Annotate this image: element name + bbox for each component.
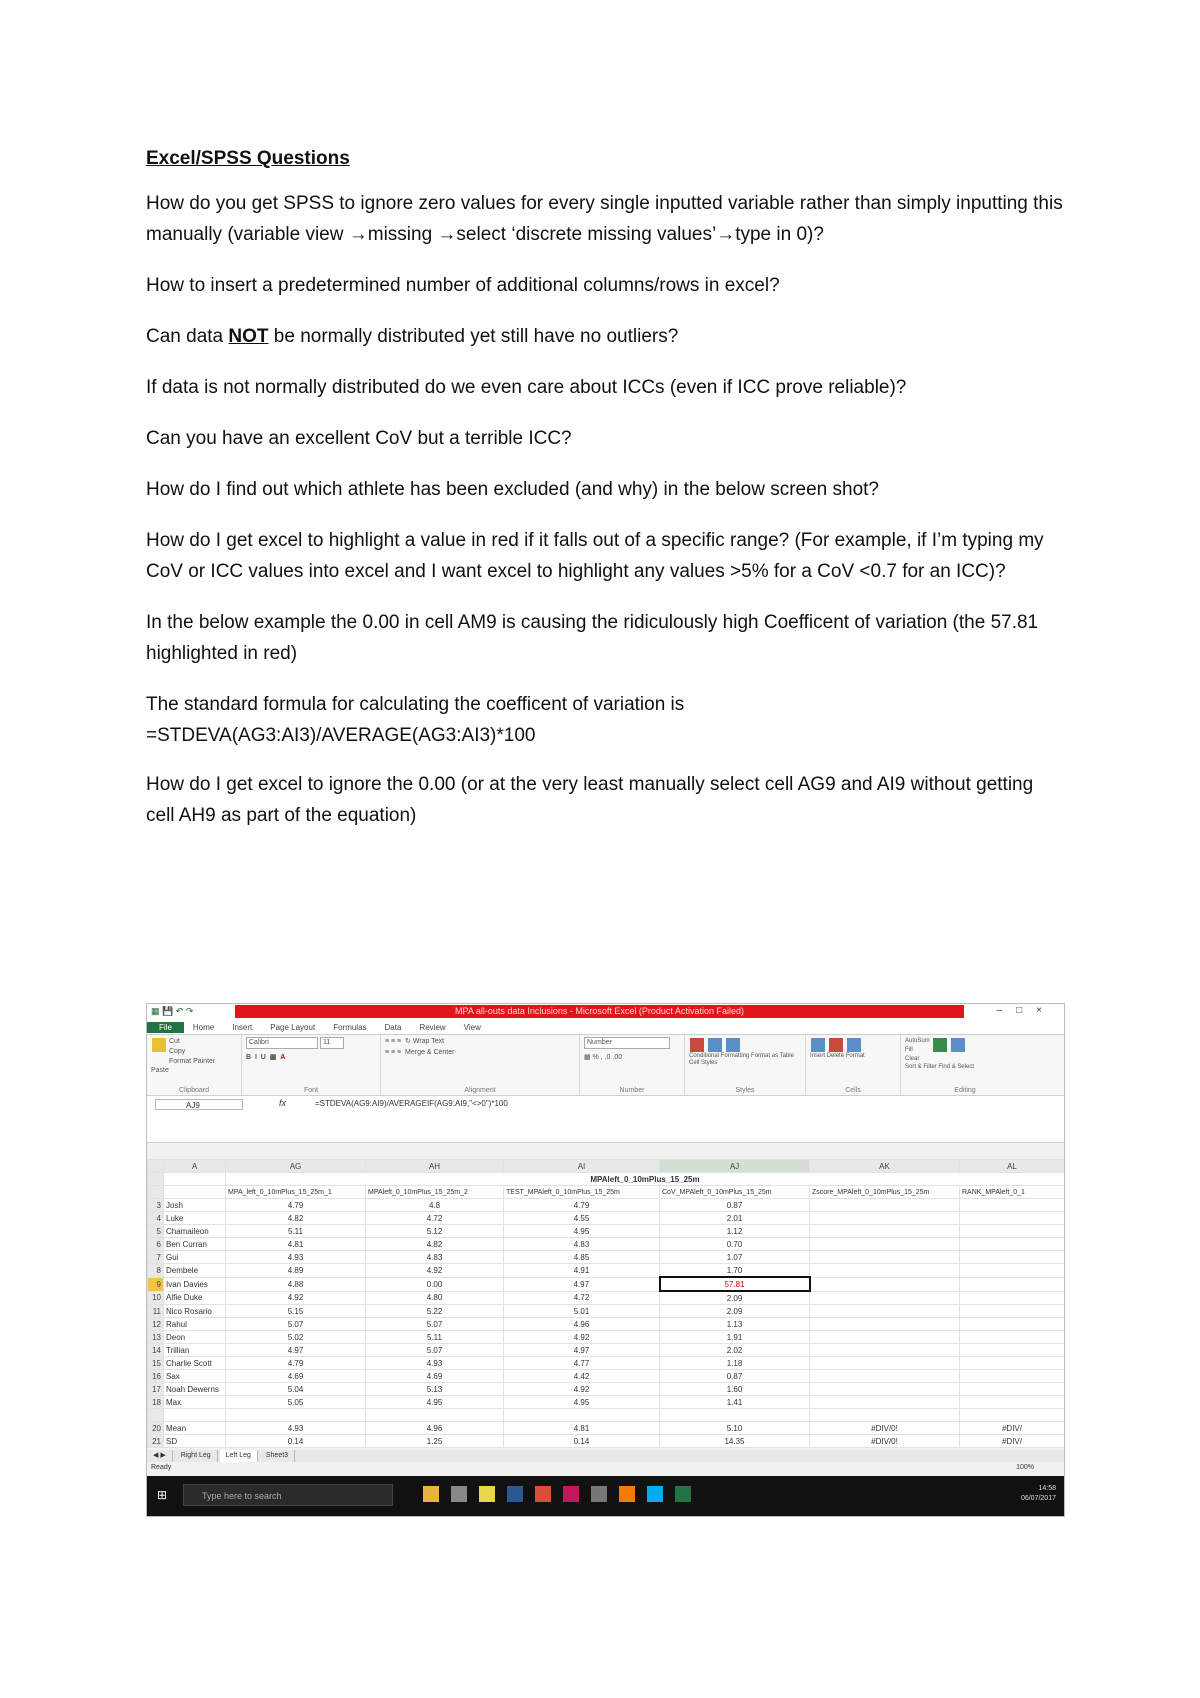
row-header[interactable]: 17 <box>148 1383 164 1396</box>
document-body <box>146 146 1066 851</box>
format-painter-button[interactable]: Format Painter <box>168 1058 216 1065</box>
row-header[interactable]: 4 <box>148 1212 164 1225</box>
table-row <box>148 1435 1065 1448</box>
value-cell[interactable]: 4.42 <box>504 1370 660 1383</box>
empty-cell[interactable] <box>810 1344 960 1357</box>
value-cell[interactable]: 4.81 <box>226 1238 366 1251</box>
value-cell[interactable]: 4.72 <box>504 1291 660 1305</box>
empty-cell[interactable] <box>960 1305 1065 1318</box>
value-cell[interactable]: 1.13 <box>660 1318 810 1331</box>
fill-button[interactable]: Fill <box>905 1047 913 1053</box>
value-cell[interactable]: #DIV/0! <box>810 1435 960 1448</box>
empty-cell[interactable] <box>960 1383 1065 1396</box>
empty-cell[interactable] <box>810 1251 960 1264</box>
value-cell[interactable]: 4.82 <box>366 1238 504 1251</box>
value-cell[interactable]: 4.69 <box>366 1370 504 1383</box>
athlete-name-cell[interactable]: Mean <box>164 1422 226 1435</box>
table-row <box>148 1331 1065 1344</box>
value-cell[interactable]: 5.11 <box>366 1331 504 1344</box>
find-select-icon[interactable] <box>951 1038 965 1052</box>
quick-access-icon[interactable]: ▦ 💾 ↶ ↷ <box>151 1006 194 1016</box>
value-cell[interactable]: 2.01 <box>660 1212 810 1225</box>
alignment-caption: Alignment <box>464 1087 496 1094</box>
table-row <box>148 1277 1065 1291</box>
name-box[interactable]: AJ9 <box>155 1099 243 1110</box>
cut-button[interactable]: Cut <box>168 1038 180 1045</box>
empty-cell[interactable] <box>810 1409 960 1422</box>
number-group <box>580 1035 685 1095</box>
clock-time: 14:58 <box>1038 1485 1056 1492</box>
value-cell[interactable]: 4.91 <box>504 1264 660 1278</box>
value-cell[interactable]: 4.93 <box>366 1357 504 1370</box>
value-cell[interactable]: 1.07 <box>660 1251 810 1264</box>
value-cell[interactable]: 5.05 <box>226 1396 366 1409</box>
value-cell[interactable]: 4.55 <box>504 1212 660 1225</box>
row-header[interactable]: 8 <box>148 1264 164 1278</box>
row-header[interactable]: 12 <box>148 1318 164 1331</box>
empty-cell[interactable] <box>960 1212 1065 1225</box>
table-row <box>148 1396 1065 1409</box>
empty-cell[interactable] <box>960 1238 1065 1251</box>
value-cell[interactable]: 4.88 <box>226 1277 366 1291</box>
skype-icon[interactable] <box>647 1486 663 1502</box>
value-cell[interactable]: 1.25 <box>366 1435 504 1448</box>
app-icon[interactable] <box>563 1486 579 1502</box>
value-cell[interactable]: 14.35 <box>660 1435 810 1448</box>
row-header[interactable]: 20 <box>148 1422 164 1435</box>
athlete-name-cell[interactable]: Ben Curran <box>164 1238 226 1251</box>
excel-titlebar <box>147 1004 1064 1020</box>
zoom-level[interactable]: 100% <box>1016 1464 1034 1471</box>
column-header[interactable]: AK <box>810 1160 960 1173</box>
format-cells-icon[interactable] <box>847 1038 861 1052</box>
column-header[interactable]: AG <box>226 1160 366 1173</box>
empty-cell[interactable] <box>810 1357 960 1370</box>
align-icon[interactable]: ≡ ≡ ≡ ↻ Wrap Text <box>385 1038 445 1045</box>
empty-cell[interactable] <box>810 1212 960 1225</box>
athlete-name-cell[interactable]: Deon <box>164 1331 226 1344</box>
column-header[interactable]: A <box>164 1160 226 1173</box>
clear-button[interactable]: Clear <box>905 1056 920 1062</box>
question-cov-icc: Can you have an excellent CoV but a terrible ICC? <box>146 428 572 449</box>
value-cell[interactable]: 4.93 <box>226 1422 366 1435</box>
question-ignore-zero: How do I get excel to ignore the 0.00 (or at the very least manually select cell AG9 and AI9 without getting cell AH9 as part of the equation) <box>146 774 1034 826</box>
value-cell[interactable]: 5.13 <box>366 1383 504 1396</box>
value-cell[interactable]: 0.70 <box>660 1238 810 1251</box>
value-cell[interactable]: 4.83 <box>504 1238 660 1251</box>
tab-file[interactable]: File <box>147 1022 184 1033</box>
value-cell[interactable]: 4.8 <box>366 1199 504 1212</box>
empty-cell[interactable] <box>960 1331 1065 1344</box>
insert-cells-icon[interactable] <box>811 1038 825 1052</box>
value-cell[interactable]: 4.89 <box>226 1264 366 1278</box>
table-row <box>148 1409 1065 1422</box>
header-cell[interactable]: TEST_MPAleft_0_10mPlus_15_25m <box>504 1186 660 1199</box>
font-size-select[interactable]: 11 <box>320 1037 344 1049</box>
value-cell[interactable]: 4.83 <box>366 1251 504 1264</box>
table-row <box>148 1305 1065 1318</box>
table-row <box>148 1422 1065 1435</box>
value-cell[interactable]: 2.02 <box>660 1344 810 1357</box>
formula-bar <box>147 1096 1064 1143</box>
table-row <box>148 1357 1065 1370</box>
format-table-icon[interactable] <box>708 1038 722 1052</box>
value-cell[interactable]: 0.87 <box>660 1370 810 1383</box>
window-title: MPA all-outs data Inclusions - Microsoft Excel (Product Activation Failed) <box>235 1005 964 1018</box>
sheet-nav-icon[interactable]: ◀ ▶ <box>147 1450 173 1462</box>
word-icon[interactable] <box>507 1486 523 1502</box>
row-header[interactable]: 5 <box>148 1225 164 1238</box>
table-row <box>148 1225 1065 1238</box>
firefox-icon[interactable] <box>619 1486 635 1502</box>
file-explorer-icon[interactable] <box>423 1486 439 1502</box>
value-cell[interactable]: 4.93 <box>226 1251 366 1264</box>
row-header[interactable]: 13 <box>148 1331 164 1344</box>
table-row <box>148 1318 1065 1331</box>
value-cell[interactable]: 1.91 <box>660 1331 810 1344</box>
athlete-name-cell[interactable]: Ivan Davies <box>164 1277 226 1291</box>
row-header[interactable] <box>148 1173 164 1186</box>
sticky-notes-icon[interactable] <box>479 1486 495 1502</box>
table-row <box>148 1291 1065 1305</box>
value-cell[interactable]: 4.92 <box>504 1383 660 1396</box>
value-cell[interactable]: 5.02 <box>226 1331 366 1344</box>
empty-cell[interactable] <box>660 1409 810 1422</box>
header-cell[interactable]: RANK_MPAleft_0_1 <box>960 1186 1065 1199</box>
corner-cell[interactable] <box>148 1160 164 1173</box>
empty-cell[interactable] <box>960 1199 1065 1212</box>
editing-caption: Editing <box>954 1087 976 1094</box>
value-cell[interactable]: 5.07 <box>366 1344 504 1357</box>
empty-cell[interactable] <box>960 1277 1065 1291</box>
value-cell[interactable]: #DIV/ <box>960 1435 1065 1448</box>
value-cell[interactable]: 4.72 <box>366 1212 504 1225</box>
value-cell[interactable]: 5.10 <box>660 1422 810 1435</box>
value-cell[interactable]: #DIV/ <box>960 1422 1065 1435</box>
value-cell[interactable]: 5.07 <box>226 1318 366 1331</box>
sheet-tab[interactable]: Right Leg <box>175 1450 218 1462</box>
alignment-group: ≡ ≡ ≡ ↻ Wrap Text ≡ ≡ ≡ Merge & Center Alignment <box>381 1035 580 1095</box>
document-heading: Excel/SPSS Questions <box>146 148 350 169</box>
question-cell-am9: In the below example the 0.00 in cell AM9 is causing the ridiculously high Coefficent of variation (the 57.81 highlighted in red) <box>146 612 1039 664</box>
question-excluded-athlete: How do I find out which athlete has been excluded (and why) in the below screen shot? <box>146 479 880 500</box>
question-normal-distribution: Can data NOT be normally distributed yet still have no outliers? <box>146 326 679 347</box>
athlete-name-cell[interactable]: Josh <box>164 1199 226 1212</box>
wrap-text-button[interactable]: Wrap Text <box>412 1038 445 1045</box>
row-header[interactable] <box>148 1409 164 1422</box>
empty-cell[interactable] <box>960 1344 1065 1357</box>
value-cell[interactable]: 4.92 <box>366 1264 504 1278</box>
system-tray[interactable] <box>1021 1484 1056 1504</box>
empty-cell[interactable] <box>960 1264 1065 1278</box>
question-formula: The standard formula for calculating the coefficent of variation is =STDEVA(AG3:AI3)/AVERAGE(AG3:AI3)*100 <box>146 694 685 746</box>
value-cell[interactable]: 4.95 <box>504 1225 660 1238</box>
table-row <box>148 1251 1065 1264</box>
value-cell[interactable]: 4.79 <box>226 1199 366 1212</box>
emphasis-not: NOT <box>228 326 269 347</box>
font-group <box>242 1035 381 1095</box>
athlete-name-cell[interactable]: Max <box>164 1396 226 1409</box>
row-header[interactable]: 21 <box>148 1435 164 1448</box>
windows-taskbar <box>147 1476 1064 1516</box>
clipboard-group <box>147 1035 242 1095</box>
sheet-tab-active[interactable]: Left Leg <box>220 1450 258 1462</box>
tab-view[interactable]: View <box>463 1022 481 1032</box>
tab-home[interactable]: Home <box>192 1022 215 1032</box>
athlete-name-cell[interactable]: Trillian <box>164 1344 226 1357</box>
value-cell[interactable]: 4.92 <box>226 1291 366 1305</box>
excel-icon[interactable] <box>675 1486 691 1502</box>
formula-input[interactable]: =STDEVA(AG9:AI9)/AVERAGEIF(AG9:AI9,"<>0")*100 <box>315 1099 508 1108</box>
empty-cell[interactable] <box>810 1370 960 1383</box>
value-cell[interactable]: 2.09 <box>660 1291 810 1305</box>
status-bar <box>147 1462 1064 1474</box>
autosum-button[interactable]: AutoSum <box>905 1038 930 1044</box>
value-cell[interactable]: 1.41 <box>660 1396 810 1409</box>
taskbar-apps <box>417 1486 697 1504</box>
empty-cell[interactable] <box>810 1291 960 1305</box>
delete-cells-icon[interactable] <box>829 1038 843 1052</box>
empty-cell[interactable] <box>810 1331 960 1344</box>
header-cell[interactable]: Zscore_MPAleft_0_10mPlus_15_25m <box>810 1186 960 1199</box>
number-caption: Number <box>619 1087 645 1094</box>
athlete-name-cell[interactable]: Chamaileon <box>164 1225 226 1238</box>
athlete-name-cell[interactable]: Gui <box>164 1251 226 1264</box>
row-header[interactable]: 6 <box>148 1238 164 1251</box>
question-highlight-red: How do I get excel to highlight a value in red if it falls out of a specific range? (For example, if I’m typing my CoV or ICC values into excel and I want excel to highlight any values >5% for a CoV <0.7 for an ICC)? <box>146 530 1044 582</box>
empty-cell[interactable] <box>960 1225 1065 1238</box>
value-cell[interactable]: 1.60 <box>660 1383 810 1396</box>
selected-cell-cov[interactable]: 57.81 <box>660 1277 810 1291</box>
value-cell[interactable]: 4.85 <box>504 1251 660 1264</box>
value-cell[interactable]: 4.79 <box>504 1199 660 1212</box>
tab-review[interactable]: Review <box>419 1022 446 1032</box>
row-header[interactable] <box>148 1186 164 1199</box>
tab-insert[interactable]: Insert <box>232 1022 253 1032</box>
empty-cell[interactable] <box>810 1264 960 1278</box>
empty-cell[interactable] <box>960 1291 1065 1305</box>
column-header[interactable]: AJ <box>660 1160 810 1173</box>
tab-formulas[interactable]: Formulas <box>333 1022 367 1032</box>
editing-group: AutoSum Fill Clear Sort & Filter Find & Select Editing <box>901 1035 1029 1095</box>
status-text: Ready <box>151 1464 172 1471</box>
sheet-tabs <box>147 1450 1064 1462</box>
table-row <box>148 1344 1065 1357</box>
value-cell[interactable]: 4.69 <box>226 1370 366 1383</box>
paste-icon[interactable] <box>152 1038 166 1052</box>
empty-cell[interactable] <box>810 1277 960 1291</box>
athlete-name-cell[interactable]: Dembele <box>164 1264 226 1278</box>
value-cell[interactable]: 4.97 <box>504 1344 660 1357</box>
row-header[interactable]: 18 <box>148 1396 164 1409</box>
empty-cell[interactable] <box>366 1409 504 1422</box>
value-cell[interactable]: 5.07 <box>366 1318 504 1331</box>
value-cell[interactable]: 1.18 <box>660 1357 810 1370</box>
conditional-formatting-icon[interactable] <box>690 1038 704 1052</box>
header-cell[interactable]: CoV_MPAleft_0_10mPlus_15_25m <box>660 1186 810 1199</box>
value-cell[interactable]: 4.96 <box>366 1422 504 1435</box>
empty-cell[interactable] <box>810 1225 960 1238</box>
empty-cell[interactable] <box>164 1409 226 1422</box>
app-icon[interactable] <box>591 1486 607 1502</box>
empty-cell[interactable] <box>960 1370 1065 1383</box>
clipboard-caption: Clipboard <box>179 1087 209 1094</box>
ribbon-tabs <box>147 1020 1064 1035</box>
athlete-name-cell[interactable]: Noah Dewerns <box>164 1383 226 1396</box>
athlete-name-cell[interactable]: Luke <box>164 1212 226 1225</box>
sort-filter-icon[interactable] <box>933 1038 947 1052</box>
value-cell[interactable]: 4.97 <box>504 1277 660 1291</box>
athlete-name-cell[interactable]: Nico Rosario <box>164 1305 226 1318</box>
merge-center-button[interactable]: Merge & Center <box>405 1049 455 1056</box>
tab-page-layout[interactable]: Page Layout <box>270 1022 316 1032</box>
font-style-icon[interactable]: B I U ▦ A <box>246 1054 286 1061</box>
windows-start-icon[interactable]: ⊞ <box>157 1488 168 1502</box>
table-row <box>148 1370 1065 1383</box>
merged-header-cell[interactable]: MPAleft_0_10mPlus_15_25m <box>226 1173 1065 1186</box>
cell-styles-icon[interactable] <box>726 1038 740 1052</box>
column-header[interactable]: AH <box>366 1160 504 1173</box>
value-cell[interactable]: #DIV/0! <box>810 1422 960 1435</box>
excel-screenshot <box>146 1003 1065 1517</box>
table-row <box>148 1199 1065 1212</box>
value-cell[interactable]: 4.95 <box>504 1396 660 1409</box>
paste-label: Paste <box>151 1067 169 1074</box>
athlete-name-cell[interactable]: Charlie Scott <box>164 1357 226 1370</box>
athlete-name-cell[interactable]: SD <box>164 1435 226 1448</box>
row-header[interactable]: 11 <box>148 1305 164 1318</box>
empty-cell[interactable] <box>810 1383 960 1396</box>
athlete-name-cell[interactable]: Sax <box>164 1370 226 1383</box>
row-header[interactable]: 16 <box>148 1370 164 1383</box>
row-header[interactable]: 10 <box>148 1291 164 1305</box>
value-cell[interactable]: 5.01 <box>504 1305 660 1318</box>
number-format-select[interactable]: Number <box>584 1037 670 1049</box>
value-cell[interactable]: 4.96 <box>504 1318 660 1331</box>
font-name-select[interactable]: Calibri <box>246 1037 318 1049</box>
value-cell[interactable]: 5.22 <box>366 1305 504 1318</box>
spreadsheet-grid <box>147 1159 1065 1448</box>
athlete-name-cell[interactable]: Rahul <box>164 1318 226 1331</box>
column-header[interactable]: AL <box>960 1160 1065 1173</box>
clock-date: 06/07/2017 <box>1020 1495 1056 1502</box>
row-header[interactable]: 7 <box>148 1251 164 1264</box>
table-row <box>148 1383 1065 1396</box>
font-caption: Font <box>303 1087 318 1094</box>
value-cell[interactable]: 4.81 <box>504 1422 660 1435</box>
value-cell[interactable]: 5.12 <box>366 1225 504 1238</box>
value-cell[interactable]: 1.12 <box>660 1225 810 1238</box>
empty-cell[interactable] <box>810 1318 960 1331</box>
number-format-icon[interactable]: ▦ % , .0 .00 <box>584 1054 623 1061</box>
sheet-tab[interactable]: Sheet3 <box>260 1450 295 1462</box>
ribbon <box>147 1035 1064 1096</box>
styles-caption: Styles <box>735 1087 755 1094</box>
empty-cell[interactable] <box>960 1251 1065 1264</box>
value-cell[interactable]: 4.77 <box>504 1357 660 1370</box>
value-cell[interactable]: 4.95 <box>366 1396 504 1409</box>
empty-cell[interactable] <box>226 1409 366 1422</box>
fx-icon[interactable]: fx <box>279 1098 287 1108</box>
cells-group: Insert Delete Format Cells <box>806 1035 901 1095</box>
value-cell[interactable]: 4.92 <box>504 1331 660 1344</box>
empty-cell[interactable] <box>504 1409 660 1422</box>
column-header[interactable]: AI <box>504 1160 660 1173</box>
value-cell[interactable]: 0.14 <box>504 1435 660 1448</box>
styles-group: Conditional Formatting Format as Table Cell Styles Styles <box>685 1035 806 1095</box>
table-row <box>148 1212 1065 1225</box>
empty-cell[interactable] <box>810 1305 960 1318</box>
value-cell[interactable]: 5.15 <box>226 1305 366 1318</box>
tab-data[interactable]: Data <box>384 1022 402 1032</box>
chrome-icon[interactable] <box>535 1486 551 1502</box>
value-cell[interactable]: 4.97 <box>226 1344 366 1357</box>
question-insert-columns: How to insert a predetermined number of additional columns/rows in excel? <box>146 275 780 296</box>
empty-cell[interactable] <box>810 1396 960 1409</box>
copy-button[interactable]: Copy <box>168 1048 186 1055</box>
value-cell[interactable]: 5.04 <box>226 1383 366 1396</box>
empty-cell[interactable] <box>960 1409 1065 1422</box>
value-cell[interactable]: 0.00 <box>366 1277 504 1291</box>
value-cell[interactable]: 0.14 <box>226 1435 366 1448</box>
value-cell[interactable]: 5.11 <box>226 1225 366 1238</box>
cells-caption: Cells <box>845 1087 861 1094</box>
athlete-name-cell[interactable]: Alfie Duke <box>164 1291 226 1305</box>
table-row <box>148 1238 1065 1251</box>
header-cell[interactable]: MPA_left_0_10mPlus_15_25m_1 <box>226 1186 366 1199</box>
empty-cell[interactable] <box>960 1357 1065 1370</box>
value-cell[interactable]: 4.79 <box>226 1357 366 1370</box>
value-cell[interactable]: 1.70 <box>660 1264 810 1278</box>
value-cell[interactable]: 4.80 <box>366 1291 504 1305</box>
empty-cell[interactable] <box>960 1318 1065 1331</box>
empty-cell[interactable] <box>960 1396 1065 1409</box>
table-row <box>148 1264 1065 1278</box>
row-header[interactable]: 15 <box>148 1357 164 1370</box>
empty-cell[interactable] <box>810 1199 960 1212</box>
value-cell[interactable]: 0.87 <box>660 1199 810 1212</box>
taskbar-search[interactable]: Type here to search <box>183 1484 393 1506</box>
question-icc-care: If data is not normally distributed do we even care about ICCs (even if ICC prove reliable)? <box>146 377 907 398</box>
window-controls-icon[interactable]: –□× <box>996 1005 1056 1016</box>
empty-cell[interactable] <box>810 1238 960 1251</box>
header-cell[interactable]: MPAleft_0_10mPlus_15_25m_2 <box>366 1186 504 1199</box>
row-header[interactable]: 3 <box>148 1199 164 1212</box>
row-header[interactable]: 14 <box>148 1344 164 1357</box>
question-spss-zero: How do you get SPSS to ignore zero values for every single inputted variable rather than simply inputting this manually (variable view →missing →select ‘discrete missing values’→type in 0)? <box>146 193 1063 245</box>
value-cell[interactable]: 2.09 <box>660 1305 810 1318</box>
value-cell[interactable]: 4.82 <box>226 1212 366 1225</box>
calculator-icon[interactable] <box>451 1486 467 1502</box>
row-header[interactable]: 9 <box>148 1277 164 1291</box>
